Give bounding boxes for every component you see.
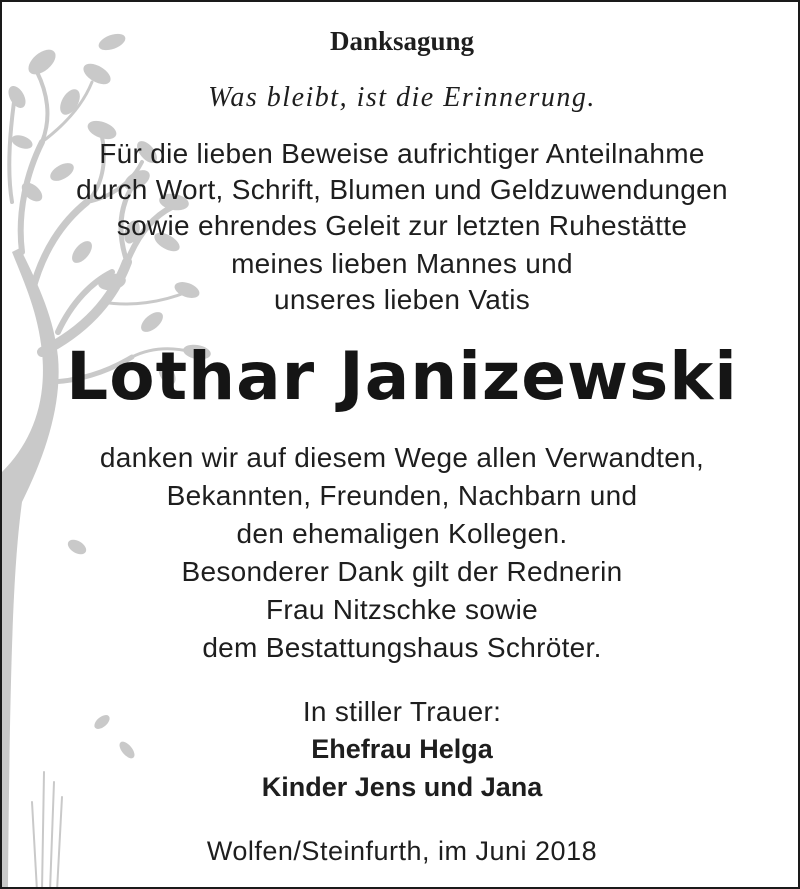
thanks-line: danken wir auf diesem Wege allen Verwandten, (99, 442, 705, 473)
notice-heading: Danksagung (329, 26, 475, 56)
place-date: Wolfen/Steinfurth, im Juni 2018 (206, 836, 598, 866)
signature-children: Kinder Jens und Jana (261, 772, 543, 802)
thanks-line: dem Bestattungshaus Schröter. (202, 632, 602, 663)
thanks-line: Frau Nitzschke sowie (265, 594, 539, 625)
thanks-line: Bekannten, Freunden, Nachbarn und (166, 480, 638, 511)
thanks-line: Besonderer Dank gilt der Rednerin (181, 556, 623, 587)
notice-text (2, 2, 800, 889)
mourning-label: In stiller Trauer: (302, 696, 502, 727)
signature-spouse: Ehefrau Helga (311, 734, 493, 764)
thanks-line: den ehemaligen Kollegen. (236, 518, 568, 549)
deceased-name: Lothar Janizewski (66, 338, 738, 415)
intro-line: meines lieben Mannes und (231, 248, 573, 279)
motto: Was bleibt, ist die Erinnerung. (208, 82, 596, 113)
intro-line: unseres lieben Vatis (273, 284, 531, 315)
intro-line: Für die lieben Beweise aufrichtiger Anteilnahme (99, 138, 705, 169)
intro-line: durch Wort, Schrift, Blumen und Geldzuwendungen (76, 174, 728, 205)
intro-line: sowie ehrendes Geleit zur letzten Ruhestätte (116, 210, 688, 241)
